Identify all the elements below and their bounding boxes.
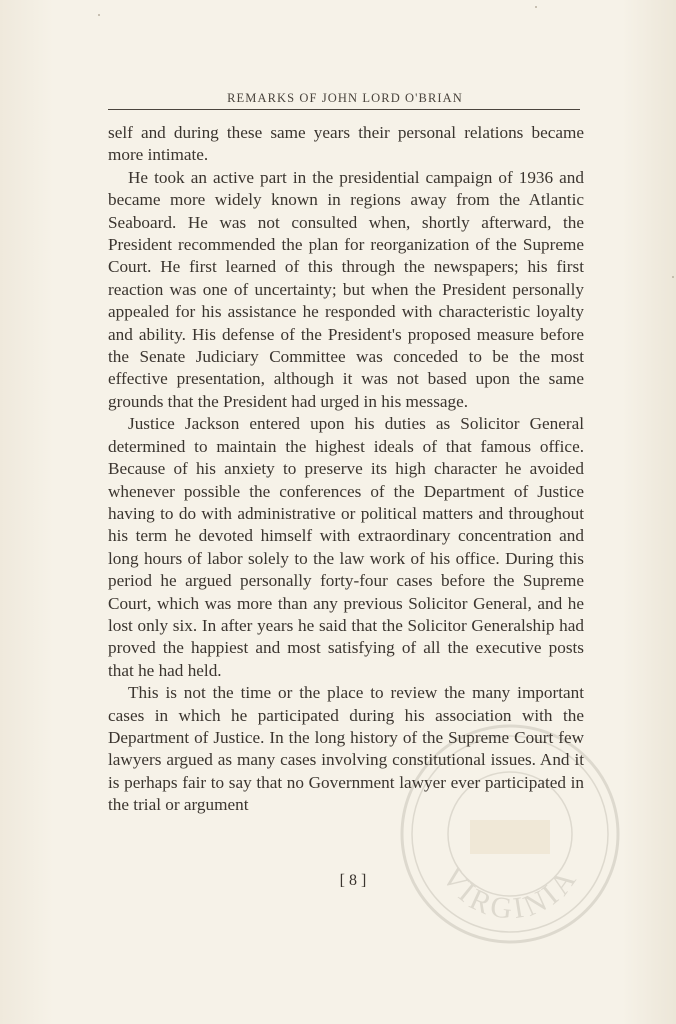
paragraph: This is not the time or the place to review the many important cases in which he participated during his association with the Department of Justice. In the long history of the Supreme Court few lawyers argued as many cases involving constitutional issues. And it is perhaps fair to say that no Government lawyer ever participated in the trial or argument: [108, 683, 584, 815]
paragraph: Justice Jackson entered upon his duties as Solicitor General determined to maintain the highest ideals of that famous office. Because of his anxiety to preserve its high character he avoided whenever possible the conferences of the Department of Justice having to do with administrative or political matters and throughout his term he devoted himself with extraordinary concentration and long hours of labor solely to the law work of his office. During this period he argued personally forty-four cases before the Supreme Court, which was more than any previous Solicitor General, and he lost only six. In after years he said that the Solicitor Generalship had proved the happiest and most satisfying of all the executive posts that he had held.: [108, 414, 584, 680]
seal-text: VIRGINIA: [435, 860, 585, 926]
paragraph: self and during these same years their personal relations became more intimate.: [108, 123, 584, 165]
paper-speck: [535, 6, 537, 8]
page-number: [ 8 ]: [339, 872, 367, 889]
paragraph: He took an active part in the presidential campaign of 1936 and became more widely known in regions away from the Atlantic Seaboard. He was not consulted when, shortly afterward, the President recommended the plan for reorganization of the Supreme Court. He first learned of this through the newspapers; his first reaction was one of uncertainty; but when the President personally appealed for his assistance he responded with characteristic loyalty and ability. His defense of the President's proposed measure before the Senate Judiciary Committee was conceded to be the most effective presentation, although it was not based upon the same grounds that the President had urged in his message.: [108, 167, 584, 411]
paper-speck: [98, 14, 100, 16]
paper-speck: [672, 276, 674, 278]
header-rule: [108, 109, 580, 110]
running-head: REMARKS OF JOHN LORD O'BRIAN: [227, 91, 463, 105]
body-text: [108, 122, 584, 817]
